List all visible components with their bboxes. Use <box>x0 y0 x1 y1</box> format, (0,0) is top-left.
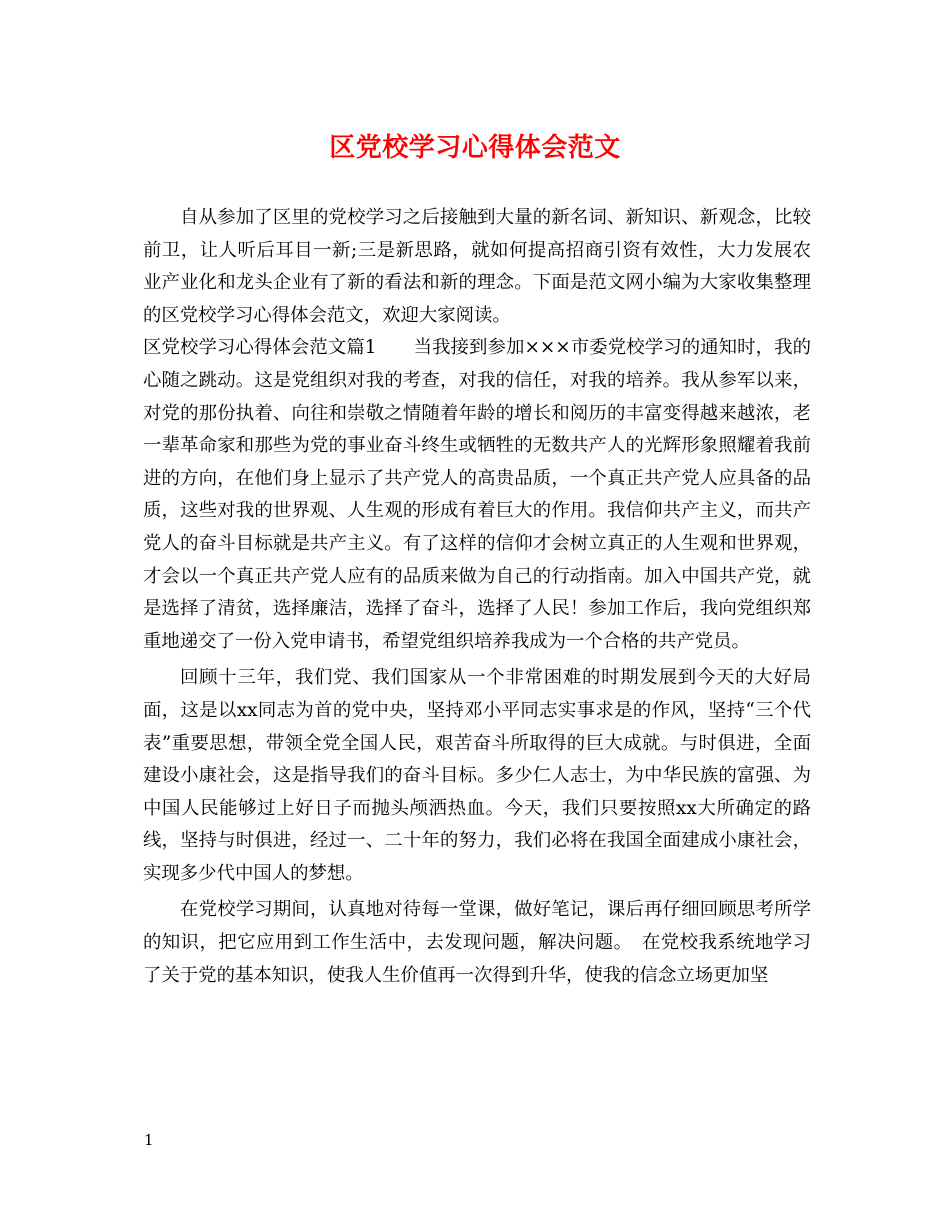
paragraph-study: 在党校学习期间，认真地对待每一堂课，做好笔记，课后再仔细回顾思考所学的知识，把它应用到工作生活中，去发现问题，解决问题。 在党校我系统地学习了关于党的基本知识，使我人生价值再一次得到升华，使我的信念立场更加坚 <box>143 899 811 986</box>
page-number: 1 <box>144 1131 154 1149</box>
document-title: 区党校学习心得体会范文 <box>329 133 621 163</box>
document-body <box>143 202 811 992</box>
paragraph-review: 回顾十三年，我们党、我们国家从一个非常困难的时期发展到今天的大好局面，这是以xx同志为首的党中央，坚持邓小平同志实事求是的作风，坚持“三个代表”重要思想，带领全党全国人民，艰苦奋斗所取得的巨大成就。与时俱进，全面建设小康社会，这是指导我们的奋斗目标。多少仁人志士，为中华民族的富强、为中国人民能够过上好日子而抛头颅洒热血。今天，我们只要按照xx大所确定的路线，坚持与时俱进，经过一、二十年的努力，我们必将在我国全面建成小康社会，实现多少代中国人的梦想。 <box>143 667 811 884</box>
paragraph-essay-1: 区党校学习心得体会范文篇1 当我接到参加×××市委党校学习的通知时，我的心随之跳动。这是党组织对我的考查，对我的信任，对我的培养。我从参军以来，对党的那份执着、向往和崇敬之情随着年龄的增长和阅历的丰富变得越来越浓，老一辈革命家和那些为党的事业奋斗终生或牺牲的无数共产人的光辉形象照耀着我前进的方向，在他们身上显示了共产党人的高贵品质，一个真正共产党人应具备的品质，这些对我的世界观、人生观的形成有着巨大的作用。我信仰共产主义，而共产党人的奋斗目标就是共产主义。有了这样的信仰才会树立真正的人生观和世界观，才会以一个真正共产党人应有的品质来做为自己的行动指南。加入中国共产党，就是选择了清贫，选择廉洁，选择了奋斗，选择了人民！参加工作后，我向党组织郑重地递交了一份入党申请书，希望党组织培养我成为一个合格的共产党员。 <box>143 337 811 652</box>
paragraph-intro: 自从参加了区里的党校学习之后接触到大量的新名词、新知识、新观念，比较前卫，让人听后耳目一新;三是新思路，就如何提高招商引资有效性，大力发展农业产业化和龙头企业有了新的看法和新的理念。下面是范文网小编为大家收集整理的区党校学习心得体会范文，欢迎大家阅读。 <box>143 207 811 326</box>
